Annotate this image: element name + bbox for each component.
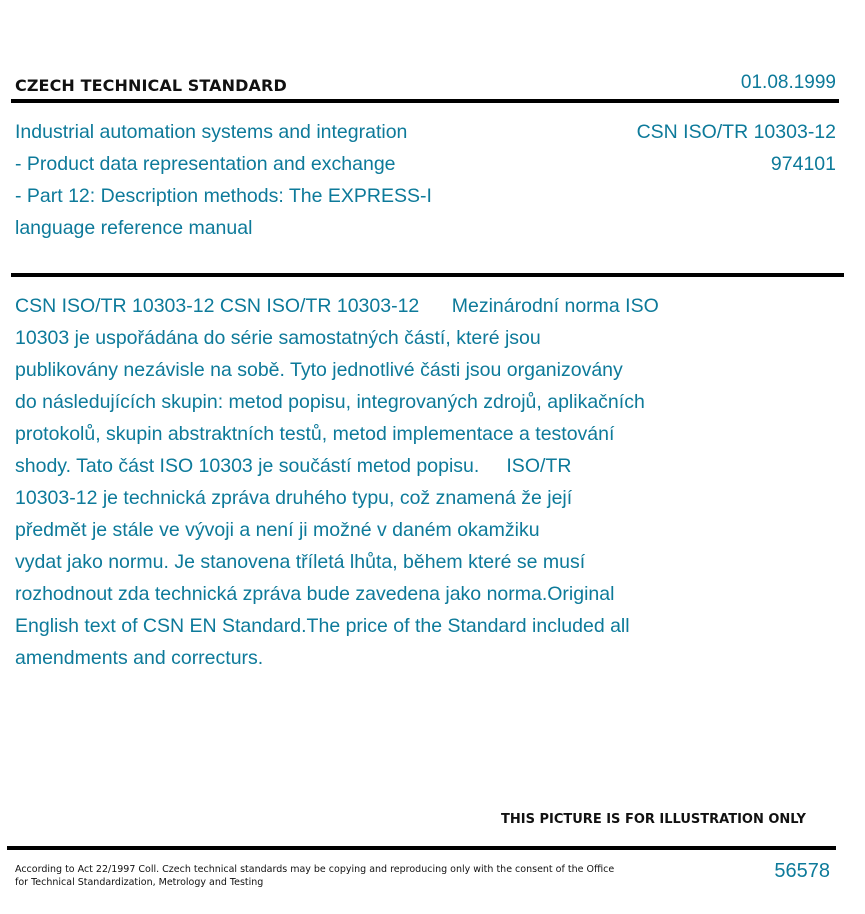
legal-notice-line: According to Act 22/1997 Coll. Czech technical standards may be copying and reproducing only with the consent of the Office: [15, 864, 615, 875]
standard-description: [15, 290, 735, 674]
description-line: English text of CSN EN Standard.The price of the Standard included all: [15, 615, 630, 637]
standard-title: [15, 116, 495, 244]
description-line: shody. Tato část ISO 10303 je součástí metod popisu. ISO/TR: [15, 455, 572, 477]
title-divider: [11, 273, 844, 277]
description-line: protokolů, skupin abstraktních testů, metod implementace a testování: [15, 423, 615, 445]
document-type-heading: CZECH TECHNICAL STANDARD: [15, 76, 287, 95]
description-line: publikovány nezávisle na sobě. Tyto jednotlivé části jsou organizovány: [15, 359, 623, 381]
footer-divider: [7, 846, 836, 850]
standard-title-line: - Product data representation and exchange: [15, 153, 396, 175]
standard-title-line: - Part 12: Description methods: The EXPRESS-I: [15, 185, 432, 207]
standard-title-line: Industrial automation systems and integration: [15, 121, 408, 143]
description-line: CSN ISO/TR 10303-12 CSN ISO/TR 10303-12 Mezinárodní norma ISO: [15, 295, 659, 317]
legal-notice: [15, 863, 615, 889]
standard-code: CSN ISO/TR 10303-12: [636, 121, 836, 143]
description-line: rozhodnout zda technická zpráva bude zavedena jako norma.Original: [15, 583, 615, 605]
legal-notice-line: for Technical Standardization, Metrology and Testing: [15, 877, 264, 888]
header-divider: [11, 99, 839, 103]
description-line: 10303-12 je technická zpráva druhého typu, což znamená že její: [15, 487, 573, 509]
illustration-disclaimer: THIS PICTURE IS FOR ILLUSTRATION ONLY: [501, 812, 806, 827]
standard-number: 974101: [770, 153, 836, 175]
catalog-id: 56578: [774, 860, 830, 882]
standard-identifier: [637, 116, 836, 180]
standard-title-line: language reference manual: [15, 217, 253, 239]
publication-date: 01.08.1999: [740, 72, 836, 93]
description-line: předmět je stále ve vývoji a není ji možné v daném okamžiku: [15, 519, 540, 541]
description-line: amendments and correcturs.: [15, 647, 264, 669]
description-line: do následujících skupin: metod popisu, integrovaných zdrojů, aplikačních: [15, 391, 645, 413]
description-line: vydat jako normu. Je stanovena tříletá lhůta, během které se musí: [15, 551, 586, 573]
description-line: 10303 je uspořádána do série samostatných částí, které jsou: [15, 327, 541, 349]
